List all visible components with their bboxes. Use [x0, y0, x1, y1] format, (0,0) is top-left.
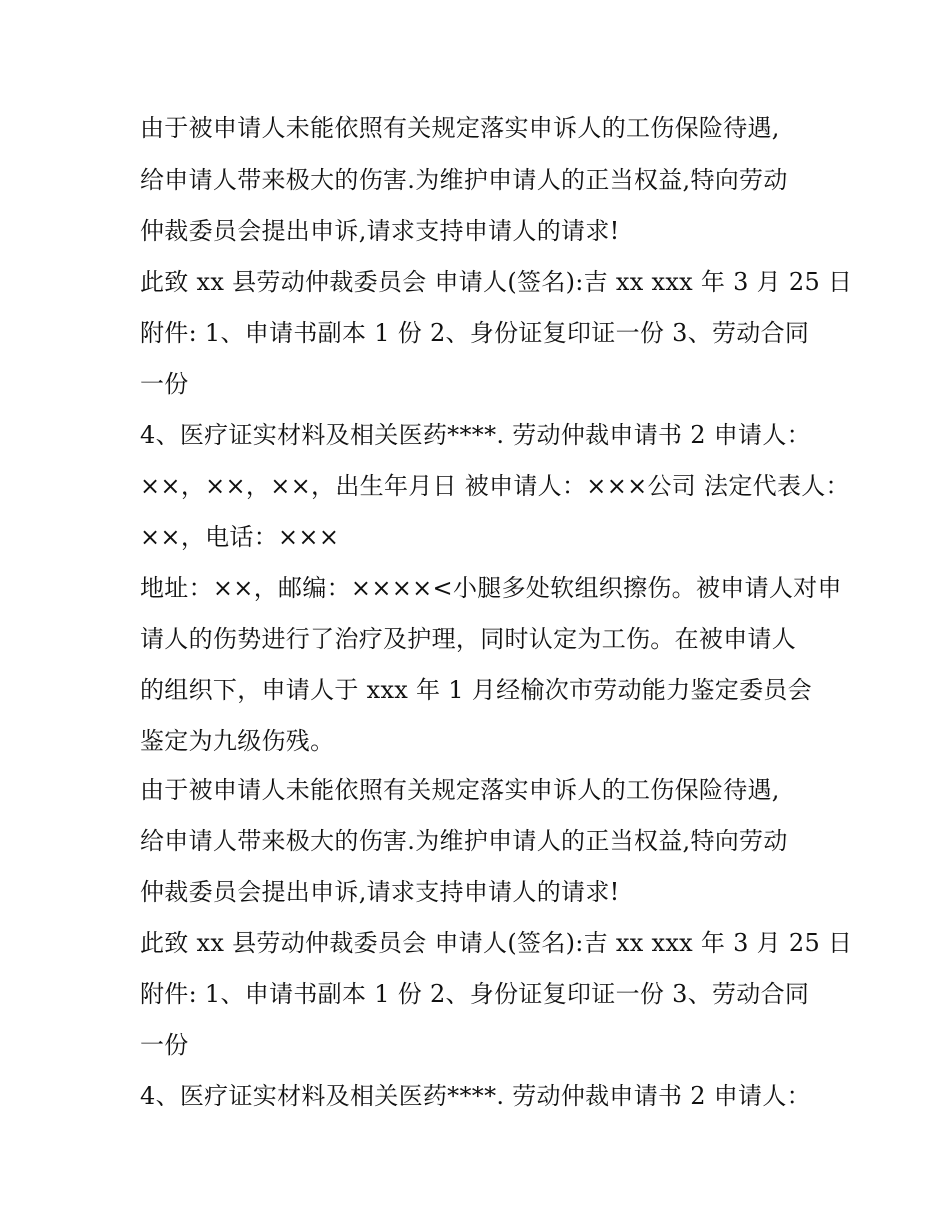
text-line: 此致 xx 县劳动仲裁委员会 申请人(签名):吉 xx xxx 年 3 月 25 日	[140, 268, 853, 296]
text-line: ××，电话：×××	[140, 523, 340, 551]
text-line: 仲裁委员会提出申诉,请求支持申请人的请求!	[140, 878, 620, 906]
text-line: 4、医疗证实材料及相关医药****. 劳动仲裁申请书 2 申请人：	[140, 421, 811, 449]
text-line: 此致 xx 县劳动仲裁委员会 申请人(签名):吉 xx xxx 年 3 月 25 日	[140, 929, 853, 957]
text-line: 附件: 1、申请书副本 1 份 2、身份证复印证一份 3、劳动合同	[140, 319, 810, 347]
text-line: 给申请人带来极大的伤害.为维护申请人的正当权益,特向劳动	[140, 166, 788, 194]
text-line: 的组织下，申请人于 xxx 年 1 月经榆次市劳动能力鉴定委员会	[140, 676, 812, 704]
text-line: 地址：××，邮编：××××<小腿多处软组织擦伤。被申请人对申	[140, 574, 842, 602]
text-line: 鉴定为九级伤残。	[140, 727, 335, 755]
text-line: 仲裁委员会提出申诉,请求支持申请人的请求!	[140, 217, 620, 245]
text-line: 由于被申请人未能依照有关规定落实申诉人的工伤保险待遇,	[140, 776, 780, 804]
text-line: 4、医疗证实材料及相关医药****. 劳动仲裁申请书 2 申请人：	[140, 1082, 811, 1110]
text-line: 附件: 1、申请书副本 1 份 2、身份证复印证一份 3、劳动合同	[140, 980, 810, 1008]
text-line: ××，××，××，出生年月日 被申请人：×××公司 法定代表人：	[140, 472, 850, 500]
text-line: 一份	[140, 1031, 189, 1059]
text-line: 给申请人带来极大的伤害.为维护申请人的正当权益,特向劳动	[140, 827, 788, 855]
text-line: 一份	[140, 370, 189, 398]
text-line: 由于被申请人未能依照有关规定落实申诉人的工伤保险待遇,	[140, 114, 780, 142]
text-line: 请人的伤势进行了治疗及护理，同时认定为工伤。在被申请人	[140, 625, 797, 653]
